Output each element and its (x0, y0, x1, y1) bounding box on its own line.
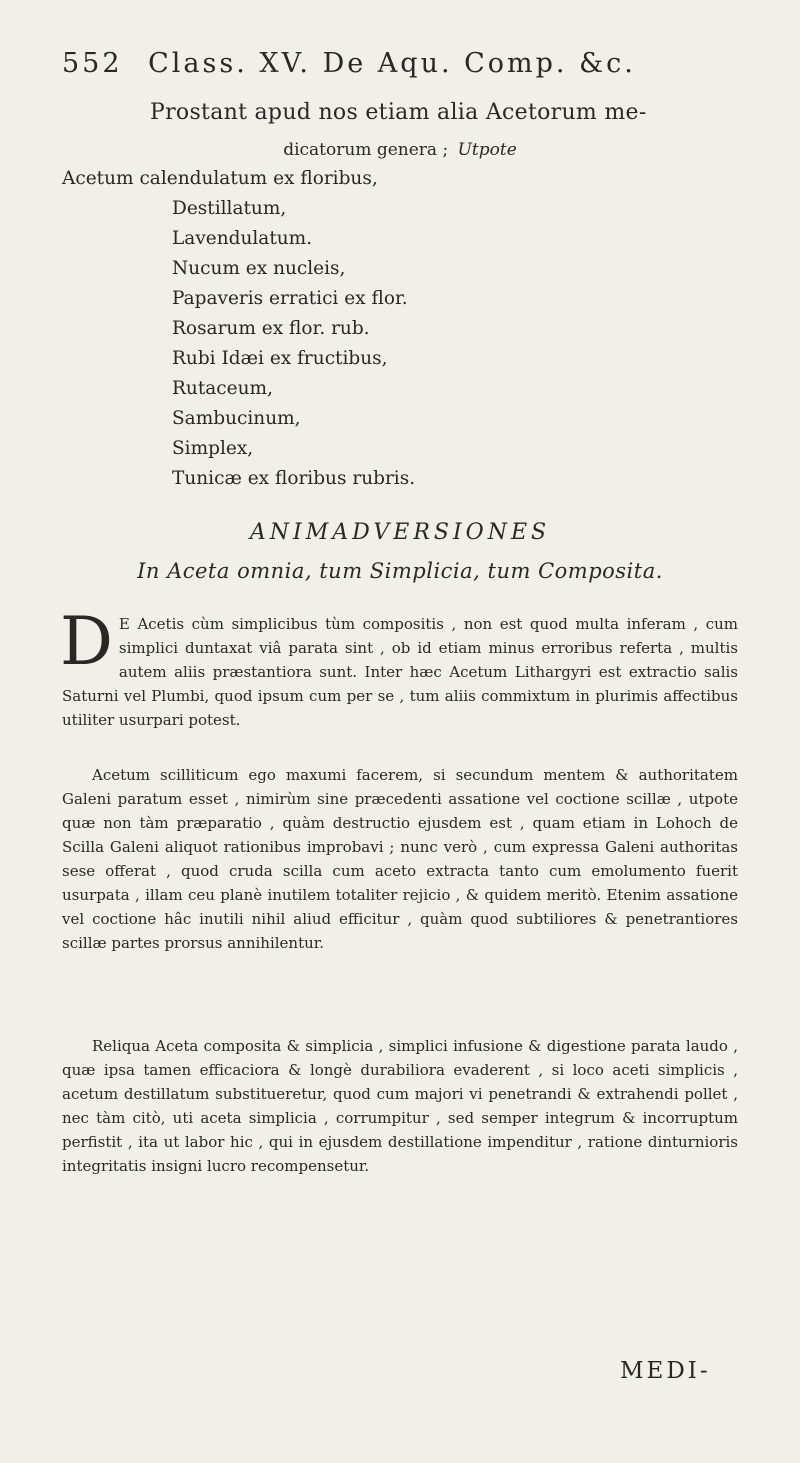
paragraph-1 (60, 603, 738, 732)
drop-cap: D (60, 603, 113, 680)
section-subtitle: In Aceta omnia, tum Simplicia, tum Composita. (137, 559, 663, 583)
recipe-item: Destillatum, (172, 198, 287, 219)
page-number: 552 (62, 48, 123, 79)
running-head (62, 48, 636, 79)
intro-line-2 (0, 140, 800, 160)
recipe-item: Simplex, (172, 438, 254, 459)
intro-line-2-italic: Utpote (457, 140, 517, 160)
recipe-item: Sambucinum, (172, 408, 301, 429)
intro-line: Prostant apud nos etiam alia Acetorum me- (150, 100, 647, 125)
section-title: ANIMADVERSIONES (249, 520, 551, 545)
recipe-item: Rosarum ex flor. rub. (172, 318, 370, 339)
running-head-text: Class. XV. De Aqu. Comp. &c. (148, 48, 636, 79)
recipe-item: Rutaceum, (172, 378, 273, 399)
paragraph-1-text: E Acetis cùm simplicibus tùm compositis , non est quod multa inferam , cum simplici duntaxat viâ parata sint , ob id etiam minus erroribus referta , multis autem aliis præstantiora sunt. Inter hæc Acetum Lithargyri est extractio salis Saturni vel Plumbi, quod ipsum cum per se , tum aliis commixtum in plurimis affectibus utiliter usurpari potest. (62, 615, 738, 729)
recipe-item: Nucum ex nucleis, (172, 258, 346, 279)
paragraph-3: Reliqua Aceta composita & simplicia , simplici infusione & digestione parata laudo , quæ ipsa tamen efficaciora & longè durabiliora evaderent , si loco aceti simplicis , acetum destillatum substitueretur, quod cum majori vi penetrandi & extrahendi pollet , nec tàm citò, uti aceta simplicia , corrumpitur , sed semper integrum & incorruptum perfistit , ita ut labor hic , qui in ejusdem destillatione impenditur , ratione dinturnioris integritatis insigni lucro recompensetur. (62, 1037, 738, 1175)
recipe-item: Acetum calendulatum ex floribus, (62, 168, 378, 189)
catchword: MEDI- (620, 1358, 711, 1384)
paragraph-2: Acetum scilliticum ego maxumi facerem, si secundum mentem & authoritatem Galeni paratum esset , nimirùm sine præcedenti assatione vel coctione scillæ , utpote quæ non tàm præparatio , quàm destructio ejusdem est , quam etiam in Lohoch de Scilla Galeni aliquot rationibus improbavi ; nunc verò , cum expressa Galeni authoritas sese offerat , quod cruda scilla cum aceto extracta tanto cum emolumento fuerit usurpata , illam ceu planè inutilem totaliter rejicio , & quidem meritò. Etenim assatione vel coctione hâc inutili nihil aliud efficitur , quàm quod subtiliores & penetrantiores scillæ partes prorsus annihilentur. (62, 766, 738, 952)
recipe-item: Rubi Idæi ex fructibus, (172, 348, 388, 369)
recipe-item: Lavendulatum. (172, 228, 313, 249)
intro-line-2-text: dicatorum genera ; (283, 140, 449, 160)
recipe-item: Papaveris erratici ex flor. (172, 288, 408, 309)
recipe-item: Tunicæ ex floribus rubris. (172, 468, 416, 489)
